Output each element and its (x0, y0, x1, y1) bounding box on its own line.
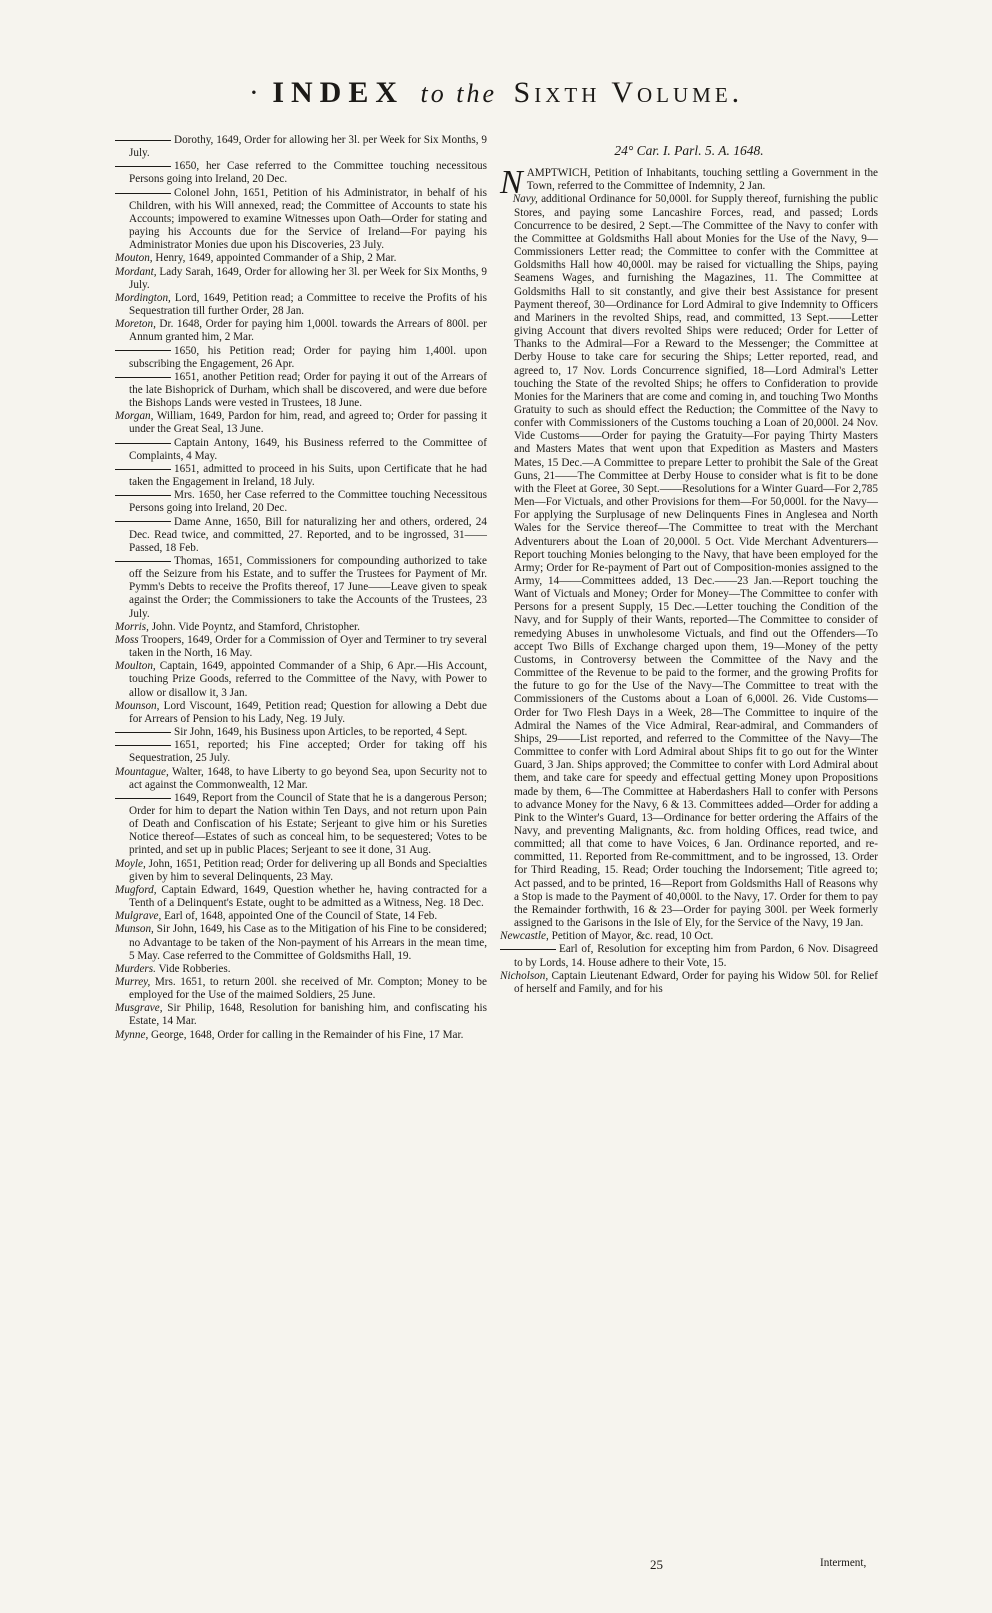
entry-text: Sir John, 1649, his Business upon Articles, to be reported, 4 Sept. (174, 726, 468, 739)
entry-text: 1650, her Case referred to the Committee touching necessitous Persons going into Ireland, 20 Dec. (129, 160, 487, 186)
entry-text: Dame Anne, 1650, Bill for naturalizing her and others, ordered, 24 Dec. Read twice, and committed, 27. Reported, and to be ingrossed, 31——Passed, 18 Feb. (129, 515, 487, 554)
page-number: 25 (650, 1557, 663, 1572)
entry-text: AMPTWICH, Petition of Inhabitants, touching settling a Government in the Town, referred to the Committee of Indemnity, 2 Jan. (526, 167, 878, 193)
entry-text: William, 1649, Pardon for him, read, and agreed to; Order for passing it under the Great Seal, 13 June. (129, 410, 487, 436)
catchword: Interment, (820, 1557, 867, 1569)
index-entry (115, 160, 487, 186)
index-entry (500, 193, 878, 930)
index-entry (115, 463, 487, 489)
repeat-dash (500, 949, 556, 950)
title-to-the: to the (420, 79, 498, 108)
right-column (500, 134, 878, 996)
entry-text: 1651, another Petition read; Order for paying it out of the Arrears of the late Bishoprick of Durham, which shall be discovered, and were due before the Bishops Lands were vested in Trustees, 18 June. (129, 370, 487, 410)
index-entry (115, 252, 487, 265)
index-entry (115, 266, 487, 292)
entry-text: George, 1648, Order for calling in the Remainder of his Fine, 17 Mar. (148, 1028, 464, 1041)
entry-text: Dr. 1648, Order for paying him 1,000l. towards the Arrears of 800l. per Annum granted him, 2 Mar. (129, 318, 487, 344)
index-entry (115, 739, 487, 765)
entry-name: Mulgrave, (115, 910, 162, 923)
entry-text: 1651, admitted to proceed in his Suits, upon Certificate that he had taken the Engagement in Ireland, 18 July. (129, 462, 487, 489)
entry-text: 1649, Report from the Council of State that he is a dangerous Person; Order for him to depart the Nation within Ten Days, and not return upon Pain of Death and Confiscation of his Estate; Serjeant to give him or his Sureties Notice thereof—Estates of such as conceal him, to be sequestered; Votes to be printed, and set up in public Places; Serjeant to see it done, 31 Aug. (129, 791, 487, 857)
repeat-dash (115, 732, 171, 733)
index-entry (500, 930, 878, 943)
index-entry (115, 187, 487, 253)
entry-text: Henry, 1649, appointed Commander of a Ship, 2 Mar. (152, 252, 397, 265)
index-entry (115, 923, 487, 962)
entry-text: John, 1651, Petition read; Order for delivering up all Bonds and Specialties given by him to several Delinquents, 23 May. (129, 857, 487, 883)
entry-name: Murrey, (115, 976, 151, 988)
repeat-dash (115, 166, 171, 167)
index-entry (115, 292, 487, 318)
entry-text: Captain Edward, 1649, Question whether he, having contracted for a Tenth of a Delinquent's Estate, ought to be admitted as a Witness, Neg. 18 Dec. (129, 883, 487, 910)
entry-text: Troopers, 1649, Order for a Commission of Oyer and Terminer to try several taken in the North, 16 May. (129, 633, 487, 660)
entry-name: Navy, (512, 193, 538, 206)
entry-text: Walter, 1648, to have Liberty to go beyond Sea, upon Security not to act against the Commonwealth, 12 Mar. (129, 765, 487, 791)
right-entries (500, 193, 878, 996)
entry-name: Mountague, (115, 765, 169, 778)
index-entry (115, 345, 487, 371)
index-entry (115, 792, 487, 858)
entry-name: Munson, (115, 923, 154, 936)
entry-text: Dorothy, 1649, Order for allowing her 3l. per Week for Six Months, 9 July. (129, 134, 487, 160)
entry-text: Sir Philip, 1648, Resolution for banishing him, and confiscating his Estate, 14 Mar. (129, 1002, 487, 1028)
entry-text: John. Vide Poyntz, and Stamford, Christopher. (148, 620, 360, 633)
repeat-dash (115, 561, 171, 562)
repeat-dash (115, 745, 171, 746)
index-entry (115, 371, 487, 410)
entry-name: Mounson, (115, 699, 160, 712)
entry-name: Morgan, (115, 410, 154, 423)
repeat-dash (115, 443, 171, 444)
index-entry (115, 766, 487, 792)
entry-text: Mrs. 1651, to return 200l. she received of Mr. Compton; Money to be employed for the Use of the maimed Soldiers, 25 June. (129, 976, 487, 1002)
entry-text: Lord, 1649, Petition read; a Committee to receive the Profits of his Sequestration till further Order, 28 Jan. (129, 291, 487, 318)
entry-text: additional Ordinance for 50,000l. for Supply thereof, furnishing the public Stores, and paying some Lancashire Forces, read, and passed; Lords Concurrence to be desired, 2 Sept.—The Committee of the Navy to confer with the Committee at Goldsmiths Hall about Monies for the Use of the Navy, 9—Commissioners Letter read; the Committee to confer with the Committee at Goldsmiths Hall how 40,000l. may be raised for victualling the Ships, paying Seamens Wages, and furnishing the Magazines, 11. The Committee at Goldsmiths Hall to sit constantly, and give their best Assistance for present Payment thereof, 30—Ordinance for Lord Admiral to give Indemnity to Officers and Mariners in the revolted Ships, read, and committed, 13 Sept.——Letter giving Account that divers revolted Ships were reduced; Order for Letter of Thanks to the Admiral—For a Reward to the Messenger; the Committee at Derby House to take care for securing the Ships; Letter reported, read, and agreed to, 17 Nov. Lords Concurrence signified, 18—Lord Admiral's Letter touching the State of the revolted Ships; he offers to Confideration to provide Monies for the Mariners that are come and coming in, and touching Two Months Gratuity to such as should effect the Reduction; the Committee of the Navy to confer with Commissioners of the Customs touching a Loan of 20,000l. 24 Nov. Vide Customs——Order for paying the Gratuity—For paying Thirty Masters and Masters Mates that went upon that Expedition as Masters and Masters Mates, 15 Dec.—A Committee to prepare Letter to prohibit the Sale of the Great Guns, 21——The Committee at Derby House to consider what is fit to be done with the Fleet at Goree, 30 Sept.——Resolutions for a Winter Guard—For 2,785 Men—For Victuals, and other Provisions for them—For 50,000l. for the Navy—For applying the Surplusage of new Delinquents Fines in Anglesea and North Wales for the Service thereof—The Committee to treat with the Merchant Adventurers about the Loan of 20,000l. 5 Oct. Vide Merchant Adventurers—Report touching Monies belonging to the Navy, that have been employed for the Army; Order for Re-payment of Part out of Composition-monies assigned to the Army, 14——Committees added, 13 Dec.——23 Jan.—Report touching the Want of Victuals and Money; Order for Money—The Committee to confer with Persons for a present Supply, 15 Dec.—Letter touching the Condition of the Navy, and for Supply of their Wants, reported—The Committee to consider of remedying Abuses in unwholesome Victuals, and find out the Offenders—To accept Two Bills of Exchange charged upon them, 19—Money of the petty Customs, in Controversy between the Committee of the Navy and the Committee of the Revenue to be paid to the former, and the growing Profits for the future to go for the Use of the Navy—The Committee to treat with the Commissioners of the Customs about a Loan of 6,000l. 26. Vide Customs—Order for Two Flesh Days in a Week, 28—The Committee to inquire of the Admiral the Names of the Vice Admiral, Rear-admiral, and Commanders of Ships, 29——List reported, and referred to the Committee of the Navy—The Committee to confer with Lord Admiral about Ships fit to go out for the Winter Guard, 3 Jan. Ships approved; the Committee to confer with Lord Admiral about them, and take care for speedy and effectual getting Money upon Propositions made by them, 6—The Committee at Haberdashers Hall to confer with Persons to advance Money for the Navy, 6 & 13. Committees added—Order for adding a Pink to the Winter's Guard, 13—Ordinance for better ordering the Affairs of the Navy, and preventing Malignants, &c. from holding Offices, read twice, and committed; all that come to have Voices, 6 Jan. Ordinance reported, and re-committed, 11. Reported from Re-committment, and to be ingrossed, 13. Order for Third Reading, 15. Read; Order touching the Indorsement; Title agreed to; Act passed, and to be printed, 16—Report from Goldsmiths Hall of Reasons why a Stop is made to the Payment of 40,000l. to the Navy, 17. Order for them to pay the Remainder forthwith, 16 & 23—Order for paying 300l. per Week formerly assigned to the Garisons in the Isle of Ely, for the Service of the Navy, 19 Jan. (514, 193, 878, 930)
entry-name: Mynne, (115, 1028, 149, 1041)
index-entry (500, 970, 878, 996)
index-entry (115, 963, 487, 976)
index-entry (115, 489, 487, 515)
index-entry (115, 134, 487, 160)
drop-letter: N (500, 164, 523, 202)
entry-name: Moss (115, 633, 139, 646)
entry-name: Mordington, (115, 291, 171, 304)
repeat-dash (115, 495, 171, 496)
entry-text: 1651, reported; his Fine accepted; Order for taking off his Sequestration, 25 July. (129, 739, 487, 765)
title-volume: Sixth Volume. (513, 76, 744, 109)
index-entry (115, 660, 487, 699)
entry-text: Lady Sarah, 1649, Order for allowing her 3l. per Week for Six Months, 9 July. (129, 265, 487, 291)
entry-name: Murders. (115, 962, 156, 975)
entry-name: Musgrave, (115, 1002, 163, 1015)
index-entry (115, 1029, 487, 1042)
entry-text: Captain, 1649, appointed Commander of a Ship, 6 Apr.—His Account, touching Prize Goods, referred to the Committee of the Navy, with Power to allow or disallow it, 3 Jan. (129, 660, 487, 699)
entry-name: Moyle, (115, 857, 146, 870)
entry-name: Mordant, (115, 265, 157, 278)
index-entry (115, 437, 487, 463)
parliament-heading: 24° Car. I. Parl. 5. A. 1648. (614, 143, 764, 158)
repeat-dash (115, 193, 171, 194)
entry-name: Nicholson, (500, 969, 549, 982)
entry-name: Morris, (115, 620, 149, 633)
index-entry (115, 884, 487, 910)
index-entry (115, 726, 487, 739)
entry-name: Moreton, (115, 318, 156, 331)
index-entry (115, 555, 487, 621)
entry-text: Captain Lieutenant Edward, Order for paying his Widow 50l. for Relief of herself and Family, and for his (514, 969, 878, 995)
index-entry (115, 910, 487, 923)
entry-text: Captain Antony, 1649, his Business referred to the Committee of Complaints, 4 May. (129, 436, 487, 462)
entry-name: Moulton, (115, 660, 156, 673)
entry-text: Petition of Mayor, &c. read, 10 Oct. (548, 930, 714, 943)
index-entry (115, 410, 487, 436)
title-index: INDEX (272, 76, 405, 109)
repeat-dash (115, 377, 171, 378)
index-entry (115, 700, 487, 726)
repeat-dash (115, 798, 171, 799)
repeat-dash (115, 469, 171, 470)
entry-text: Earl of, Resolution for excepting him from Pardon, 6 Nov. Disagreed to by Lords, 14. House adhere to their Vote, 15. (514, 943, 878, 969)
entry-text: Vide Robberies. (155, 962, 231, 975)
entry-text: Lord Viscount, 1649, Petition read; Question for allowing a Debt due for Arrears of Pension to his Lady, Neg. 19 July. (129, 699, 487, 725)
index-entry (115, 516, 487, 555)
entry-text: Sir John, 1649, his Case as to the Mitigation of his Fine to be considered; no Advantage to be taken of the Non-payment of his Arrears in the mean time, 5 May. Case referred to the Committee of Goldsmiths Hall, 19. (129, 923, 487, 962)
entry-text: Colonel John, 1651, Petition of his Administrator, in behalf of his Children, with his Will annexed, read; the Committee of Accounts to state his Accounts; impowered to examine Witnesses upon Oath—Order for stating and paying his Accounts due for the Service of Ireland—For paying his Administrator Monies due upon his Discoveries, 23 July. (129, 186, 487, 252)
page-title: · INDEX to the Sixth Volume. (248, 76, 744, 109)
repeat-dash (115, 521, 171, 522)
entry-name: Newcastle, (500, 930, 549, 943)
index-entry (115, 1002, 487, 1028)
left-column (115, 134, 487, 1042)
index-entry (115, 318, 487, 344)
entry-text: Mrs. 1650, her Case referred to the Committee touching Necessitous Persons going into Ireland, 20 Dec. (129, 489, 487, 515)
repeat-dash (115, 140, 171, 141)
entry-name: Mouton, (115, 252, 153, 265)
index-entry (115, 858, 487, 884)
entry-text: Thomas, 1651, Commissioners for compounding authorized to take off the Seizure from his Estate, and to suffer the Trustees for Payment of Mr. Pymm's Debts to receive the Profits thereof, 17 June——Leave given to speak against the Order; the Commissioners to take the Accounts of the Trustees, 23 July. (129, 555, 487, 620)
index-entry (115, 976, 487, 1002)
repeat-dash (115, 350, 171, 351)
entry-name: Mugford, (115, 883, 157, 896)
entry-text: 1650, his Petition read; Order for paying him 1,400l. upon subscribing the Engagement, 26 Apr. (129, 344, 487, 370)
index-entry (115, 634, 487, 660)
index-entry (500, 943, 878, 969)
index-entry (115, 621, 487, 634)
entry-text: Earl of, 1648, appointed One of the Council of State, 14 Feb. (161, 910, 438, 923)
